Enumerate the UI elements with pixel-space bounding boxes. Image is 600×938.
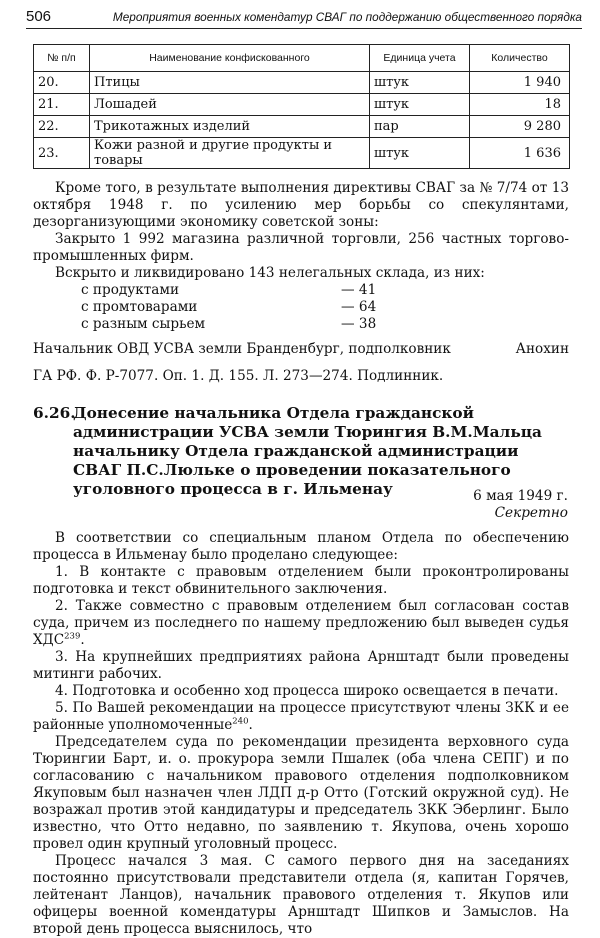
column-header-name: Наименование конфискованного bbox=[90, 45, 370, 72]
warehouse-list bbox=[33, 282, 569, 333]
signature-position: Начальник ОВД УСВА земли Бранденбург, подполковник bbox=[33, 341, 451, 357]
document-date: 6 мая 1949 г. bbox=[473, 488, 568, 504]
row-number: 21. bbox=[34, 94, 90, 116]
page-number: 506 bbox=[26, 8, 52, 25]
list-item-4: 4. Подготовка и особенно ход процесса широко освещается в печати. bbox=[55, 683, 559, 699]
paragraph-process: Процесс начался 3 мая. С самого первого дня на заседаниях постоянно присутствовали представители отдела (я, капитан Горячев, лейтенант Ланцов), начальник правового отделения т. Якупов или офицеры военной комендатуры Арнштадт Шипков и Замыслов. На второй день процесса выяснилось, что bbox=[33, 853, 569, 937]
row-quantity: 1 940 bbox=[470, 72, 570, 94]
list-item-value: — 41 bbox=[341, 282, 377, 298]
table-row bbox=[34, 72, 570, 94]
list-item-label: с промтоварами bbox=[81, 299, 198, 315]
column-header-number: № п/п bbox=[34, 45, 90, 72]
paragraph-court: Председателем суда по рекомендации президента верховного суда Тюрингии Барт, и. о. прокурора земли Пшалек (оба члена СЕПГ) и по согласованию с начальником правового отделения подполковником Якуповым был назначен член ЛДП д-р Отто (Готский окружной суд). Не возражал против этой кандидатуры и председатель ЗКК Эберлинг. Было известно, что Отто недавно, по заявлению т. Якупова, очень хорошо провел один крупный уголовный процесс. bbox=[33, 734, 569, 852]
archive-source: ГА РФ. Ф. Р-7077. Оп. 1. Д. 155. Л. 273—274. Подлинник. bbox=[33, 368, 444, 384]
document-heading bbox=[33, 404, 569, 499]
date-block bbox=[473, 488, 568, 522]
list-item-label: с продуктами bbox=[81, 282, 180, 298]
table-row bbox=[34, 116, 570, 138]
list-item-2-end: . bbox=[80, 632, 85, 648]
row-name: Лошадей bbox=[90, 94, 370, 116]
row-number: 22. bbox=[34, 116, 90, 138]
row-unit: штук bbox=[370, 138, 470, 169]
row-name: Трикотажных изделий bbox=[90, 116, 370, 138]
document-body bbox=[33, 530, 569, 938]
row-unit: штук bbox=[370, 72, 470, 94]
running-header bbox=[26, 6, 582, 29]
section-continuation bbox=[33, 180, 569, 385]
signature-line bbox=[33, 341, 569, 358]
list-item bbox=[33, 282, 569, 299]
row-quantity: 1 636 bbox=[470, 138, 570, 169]
list-item-value: — 38 bbox=[341, 316, 377, 332]
table-header-row bbox=[34, 45, 570, 72]
row-unit: пар bbox=[370, 116, 470, 138]
signer-name: Анохин bbox=[515, 341, 569, 357]
classification-mark: Секретно bbox=[494, 505, 568, 521]
running-title: Мероприятия военных комендатур СВАГ по поддержанию общественного порядка bbox=[112, 10, 582, 24]
row-quantity: 18 bbox=[470, 94, 570, 116]
document-number: 6.26. bbox=[33, 404, 76, 422]
paragraph-warehouses: Вскрыто и ликвидировано 143 нелегальных склада, из них: bbox=[55, 265, 485, 281]
list-item-1: 1. В контакте с правовым отделением были проконтролированы подготовка и текст обвинительного заключения. bbox=[33, 564, 569, 597]
footnote-ref-240: 240 bbox=[232, 716, 249, 727]
list-item-label: с разным сырьем bbox=[81, 316, 206, 332]
list-item-5-end: . bbox=[248, 717, 253, 733]
column-header-quantity: Количество bbox=[470, 45, 570, 72]
list-item bbox=[33, 316, 569, 333]
list-item-value: — 64 bbox=[341, 299, 377, 315]
footnote-ref-239: 239 bbox=[64, 631, 81, 642]
paragraph-directive: Кроме того, в результате выполнения директивы СВАГ за № 7/74 от 13 октября 1948 г. по усилению мер борьбы со спекулянтами, дезорганизующими экономику советской зоны: bbox=[33, 180, 569, 230]
column-header-unit: Единица учета bbox=[370, 45, 470, 72]
row-name: Кожи разной и другие продукты и товары bbox=[90, 138, 370, 169]
list-item bbox=[33, 299, 569, 316]
row-quantity: 9 280 bbox=[470, 116, 570, 138]
list-item-2-text: 2. Также совместно с правовым отделением был согласован состав суда, причем из последнего по нашему предложению был выведен судья ХДС bbox=[33, 598, 569, 648]
row-name: Птицы bbox=[90, 72, 370, 94]
document-title: Донесение начальника Отдела гражданской администрации УСВА земли Тюрингия В.М.Мальца начальнику Отдела гражданской администрации СВАГ П.С.Люльке о проведении показательного уголовного процесса в г. Ильменау bbox=[73, 404, 542, 498]
list-item-5 bbox=[33, 700, 569, 734]
list-item-5-text: 5. По Вашей рекомендации на процессе присутствуют члены ЗКК и ее районные уполномоченные bbox=[33, 700, 569, 733]
row-number: 23. bbox=[34, 138, 90, 169]
paragraph-closed-shops: Закрыто 1 992 магазина различной торговли, 256 частных торгово-промышленных фирм. bbox=[33, 231, 569, 264]
confiscation-table bbox=[33, 44, 570, 169]
list-item-2 bbox=[33, 598, 569, 649]
table-row bbox=[34, 138, 570, 169]
paragraph-intro: В соответствии со специальным планом Отдела по обеспечению процесса в Ильменау было проделано следующее: bbox=[33, 530, 569, 563]
row-unit: штук bbox=[370, 94, 470, 116]
list-item-3: 3. На крупнейших предприятиях района Арнштадт были проведены митинги рабочих. bbox=[33, 649, 569, 682]
row-number: 20. bbox=[34, 72, 90, 94]
table-row bbox=[34, 94, 570, 116]
